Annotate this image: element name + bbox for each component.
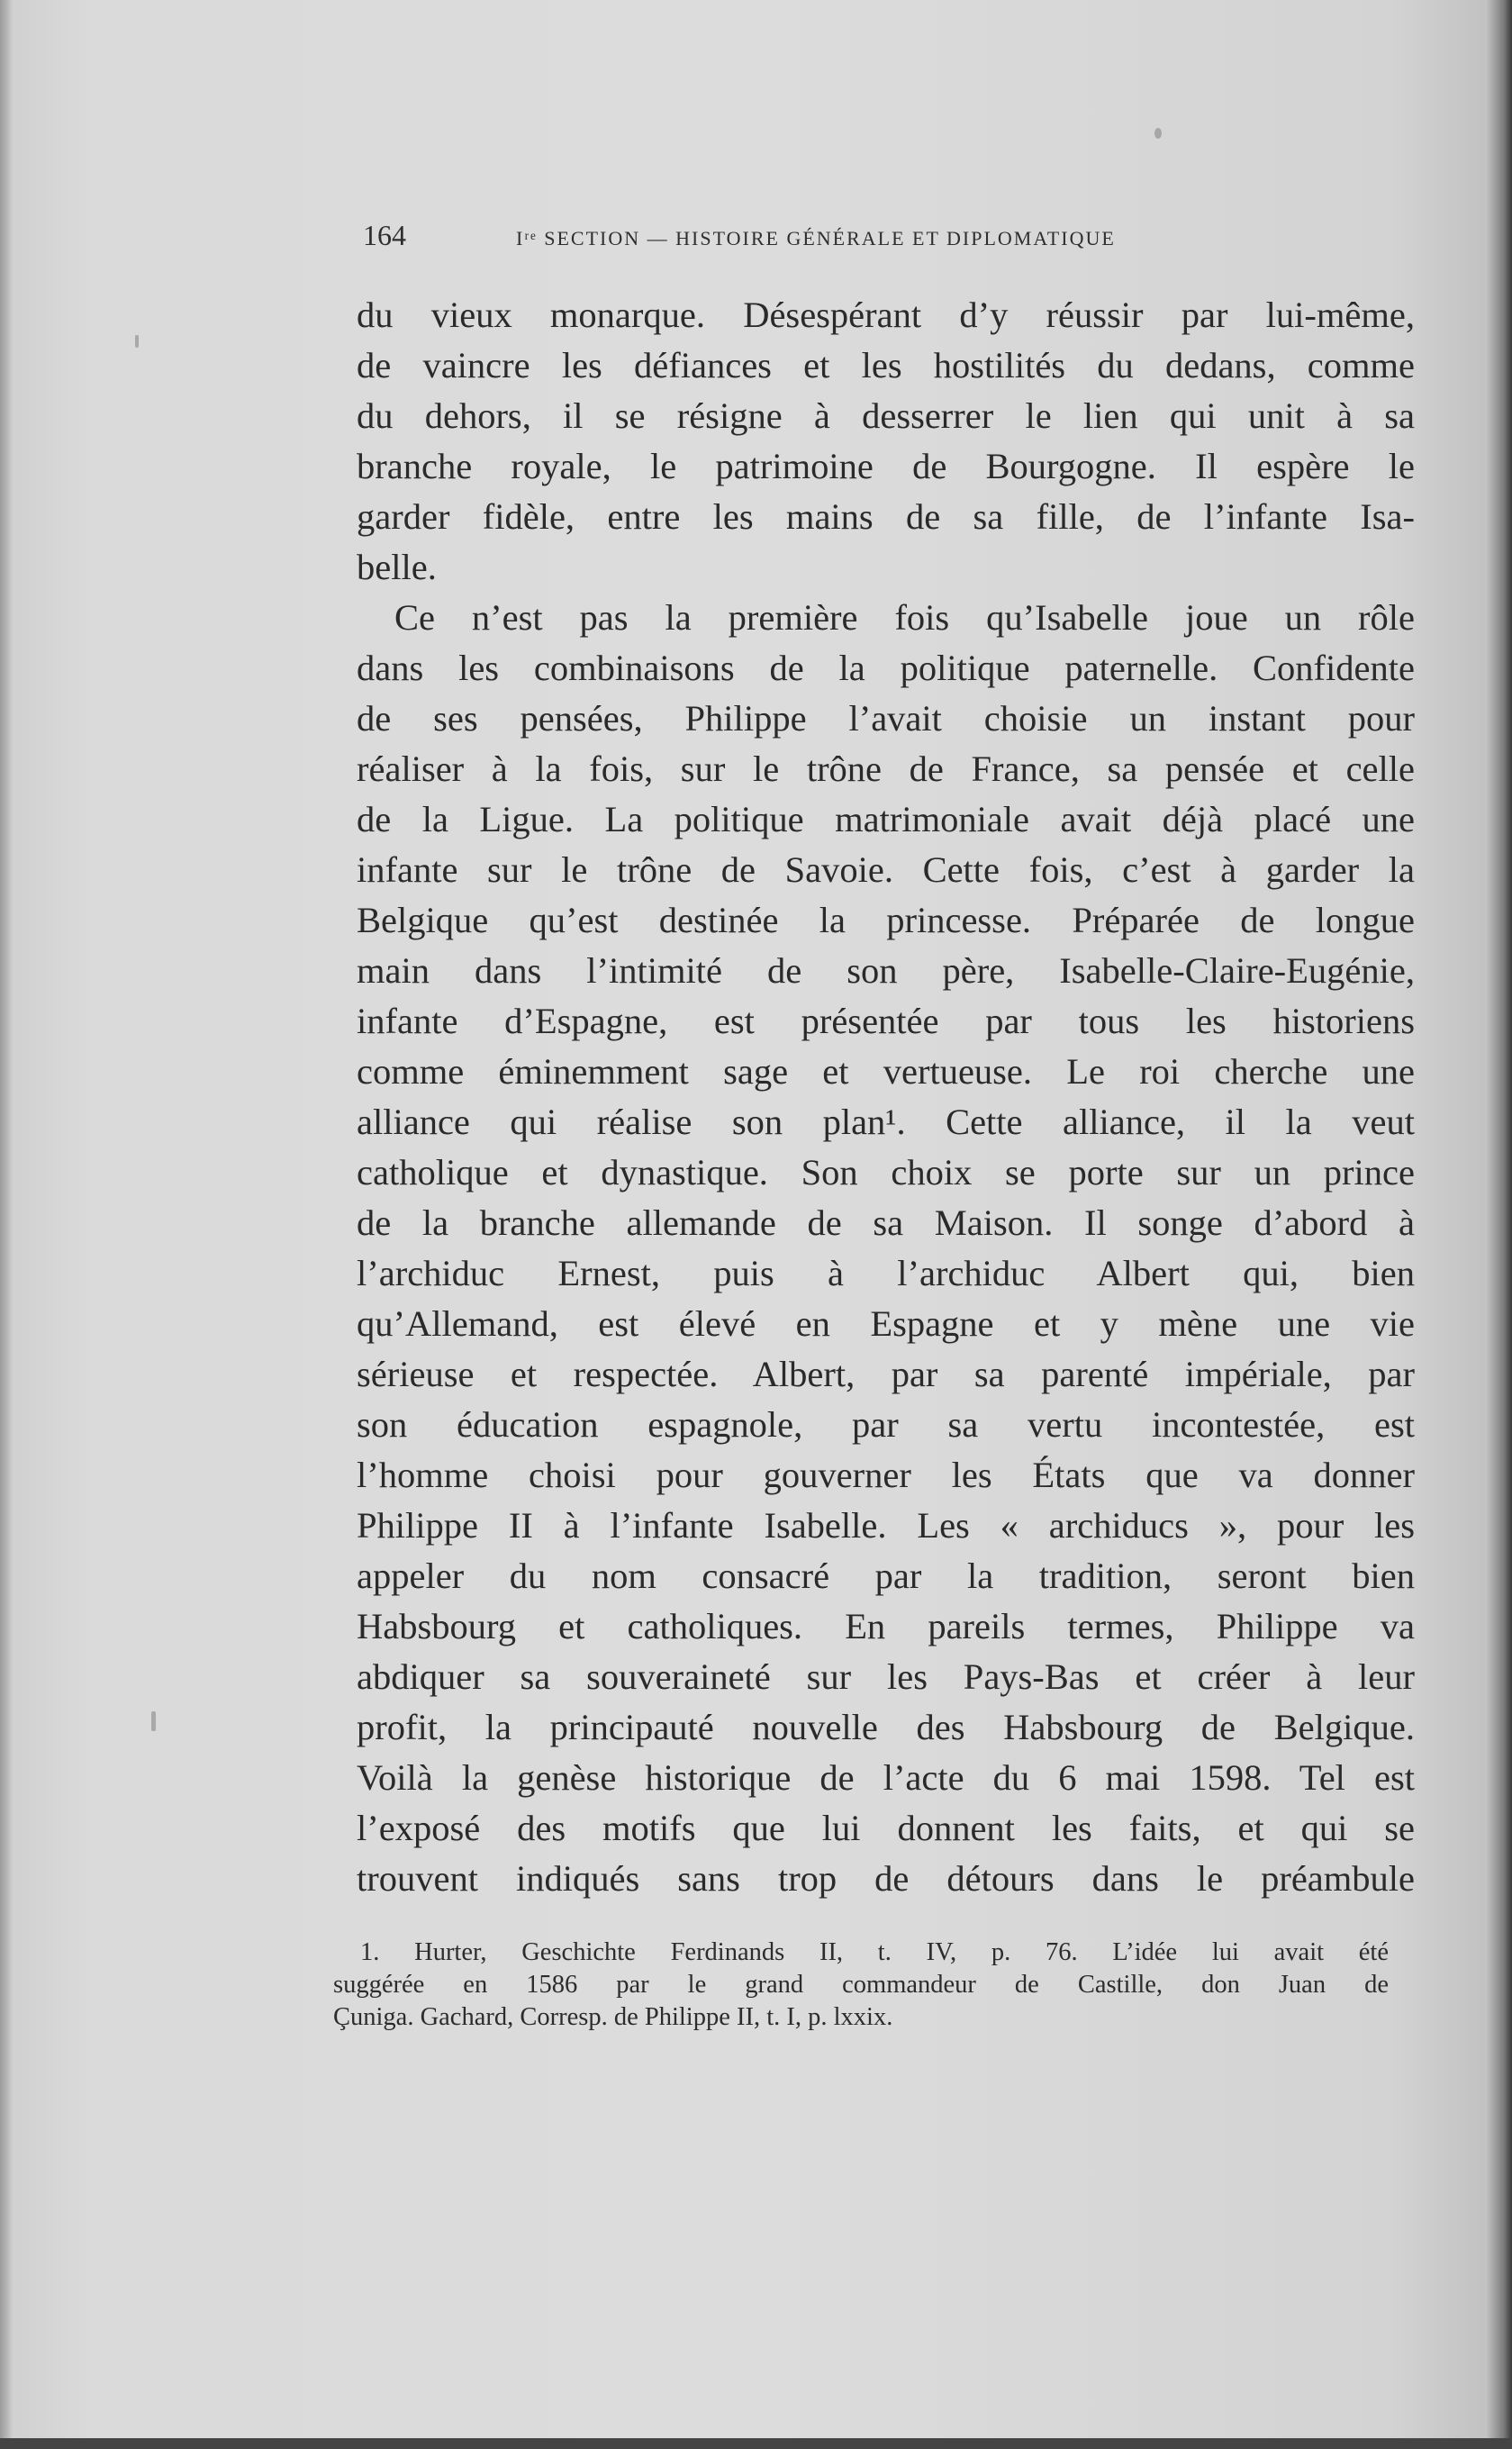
text-line: infante sur le trône de Savoie. Cette fois, c’est à garder la [357,849,1415,890]
text-line: de vaincre les défiances et les hostilités du dedans, comme [357,345,1415,385]
paper-speck [151,1711,156,1731]
paper-speck [135,335,139,348]
footnote-line: suggérée en 1586 par le grand commandeur de Castille, don Juan de [333,1971,1389,1999]
text-line: branche royale, le patrimoine de Bourgogne. Il espère le [357,446,1415,486]
page-right-edge [1485,0,1512,2449]
text-line: Ce n’est pas la première fois qu’Isabelle joue un rôle [394,597,1415,638]
text-line: son éducation espagnole, par sa vertu incontestée, est [357,1404,1415,1445]
page-left-edge [0,0,13,2449]
text-line: garder fidèle, entre les mains de sa fille, de l’infante Isa- [357,496,1415,537]
text-line: abdiquer sa souveraineté sur les Pays-Bas et créer à leur [357,1656,1415,1697]
footnotes [333,1937,1389,2034]
text-line: alliance qui réalise son plan¹. Cette alliance, il la veut [357,1102,1415,1142]
text-line: de la Ligue. La politique matrimoniale avait déjà placé une [357,799,1415,839]
page-number: 164 [363,219,406,251]
text-line: dans les combinaisons de la politique paternelle. Confidente [357,648,1415,688]
text-line: main dans l’intimité de son père, Isabelle-Claire-Eugénie, [357,950,1415,991]
text-line: l’archiduc Ernest, puis à l’archiduc Albert qui, bien [357,1253,1415,1293]
text-line: belle. [357,547,437,587]
page-header [363,219,1263,255]
running-head: Iʳᵉ SECTION — HISTOIRE GÉNÉRALE ET DIPLOMATIQUE [516,227,1116,249]
text-line: infante d’Espagne, est présentée par tous les historiens [357,1001,1415,1041]
text-line: Belgique qu’est destinée la princesse. Préparée de longue [357,900,1415,940]
text-line: de ses pensées, Philippe l’avait choisie un instant pour [357,698,1415,739]
body-text [357,290,1415,1904]
text-line: appeler du nom consacré par la tradition, seront bien [357,1556,1415,1596]
page-bottom-edge [0,2438,1512,2449]
text-line: Philippe II à l’infante Isabelle. Les « archiducs », pour les [357,1505,1415,1546]
text-line: du dehors, il se résigne à desserrer le lien qui unit à sa [357,395,1415,436]
footnote-line: Çuniga. Gachard, Corresp. de Philippe II, t. I, p. lxxix. [333,2003,893,2031]
paper-speck [1154,128,1162,139]
text-line: de la branche allemande de sa Maison. Il songe d’abord à [357,1202,1415,1243]
text-line: l’exposé des motifs que lui donnent les faits, et qui se [357,1808,1415,1848]
text-line: catholique et dynastique. Son choix se porte sur un prince [357,1152,1415,1193]
text-line: comme éminemment sage et vertueuse. Le roi cherche une [357,1051,1415,1092]
text-line: réaliser à la fois, sur le trône de France, sa pensée et celle [357,748,1415,789]
text-line: trouvent indiqués sans trop de détours dans le préambule [357,1858,1415,1899]
text-line: du vieux monarque. Désespérant d’y réussir par lui-même, [357,295,1415,335]
text-line: qu’Allemand, est élevé en Espagne et y mène une vie [357,1303,1415,1344]
footnote-line: 1. Hurter, Geschichte Ferdinands II, t. IV, p. 76. L’idée lui avait été [360,1938,1389,1966]
text-line: l’homme choisi pour gouverner les États que va donner [357,1455,1415,1495]
text-line: sérieuse et respectée. Albert, par sa parenté impériale, par [357,1354,1415,1394]
text-line: Voilà la genèse historique de l’acte du 6 mai 1598. Tel est [357,1757,1415,1798]
text-line: Habsbourg et catholiques. En pareils termes, Philippe va [357,1606,1415,1646]
text-line: profit, la principauté nouvelle des Habsbourg de Belgique. [357,1707,1415,1747]
